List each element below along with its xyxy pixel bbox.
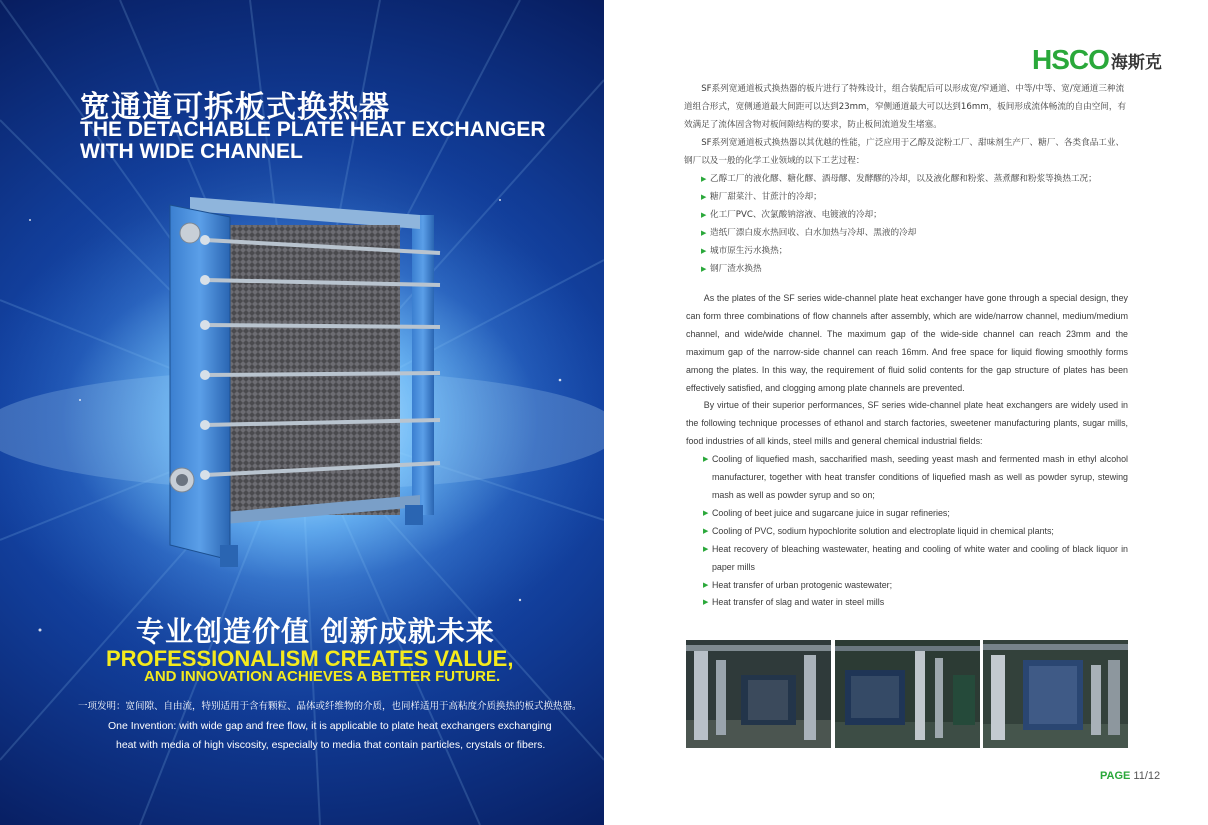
page-label: PAGE — [1100, 770, 1131, 782]
english-bullet: ▶ Cooling of PVC, sodium hypochlorite solution and electroplate liquid in chemical plants; — [686, 523, 1128, 541]
installation-photo-3 — [983, 640, 1128, 748]
english-bullet: ▶ Cooling of liquefied mash, saccharified mash, seeding yeast mash and fermented mash in ethyl alcohol manufacturer, together with heat transfer conditions of liquefied mash as well as powder syrup, stewing mash as well as powder syrup and so on; — [686, 451, 1128, 505]
chinese-bullet: ▶ 造纸厂漂白废水热回收、白水加热与冷却、黑液的冷却 — [684, 224, 1132, 242]
invention-english-line1: One Invention: with wide gap and free flow, it is applicable to plate heat exchangers exchanging — [108, 720, 552, 732]
english-description — [686, 290, 1128, 612]
installation-photo-1 — [686, 640, 831, 748]
slogan-chinese: 专业创造价值 创新成就未来 — [136, 615, 495, 648]
bullet-triangle-icon: ▶ — [703, 527, 709, 535]
chinese-bullet: ▶ 化工厂PVC、次氯酸钠溶液、电镀液的冷却； — [684, 206, 1132, 224]
english-paragraph-1: As the plates of the SF series wide-channel plate heat exchanger have gone through a special design, they can form three combinations of flow channels after assembly, which are wide/narrow channel, medium/medium channel, and wide/wide channel. The maximum gap of the wide-side channel can reach 23mm and the maximum gap of the narrow-side channel can reach 16mm. And free space for liquid flowing smoothly forms among the plates. In this way, the requirement of fluid solid contents for the gap structure of plates has been effectively satisfied, and clogging among plate channels are prevented. — [686, 293, 1128, 393]
title-chinese: 宽通道可拆板式换热器 — [80, 90, 390, 125]
bullet-triangle-icon: ▶ — [703, 545, 709, 553]
bullet-triangle-icon: ▶ — [701, 211, 707, 219]
installation-photo-2 — [835, 640, 980, 748]
chinese-description — [684, 80, 1132, 278]
bullet-triangle-icon: ▶ — [703, 456, 709, 464]
english-bullet: ▶ Cooling of beet juice and sugarcane juice in sugar refineries; — [686, 505, 1128, 523]
bullet-triangle-icon: ▶ — [703, 599, 709, 607]
bullet-triangle-icon: ▶ — [701, 229, 707, 237]
plate-heat-exchanger-image — [150, 175, 450, 575]
slogan-english-line2: AND INNOVATION ACHIEVES A BETTER FUTURE. — [144, 668, 501, 685]
chinese-bullet: ▶ 糖厂甜菜汁、甘蔗汁的冷却； — [684, 188, 1132, 206]
hsco-logo — [1032, 44, 1162, 76]
chinese-paragraph-2: SF系列宽通道板式换热器以其优越的性能，广泛应用于乙醇及淀粉工厂、甜味剂生产厂、糖厂、各类食品工业、钢厂以及一般的化学工业领域的以下工艺过程： — [684, 138, 1125, 166]
chinese-bullet: ▶ 钢厂渣水换热 — [684, 260, 1132, 278]
bullet-triangle-icon: ▶ — [703, 509, 709, 517]
chinese-bullet: ▶ 乙醇工厂的液化醪、糖化醪、酒母醪、发酵醪的冷却，以及液化醪和粉浆、蒸煮醪和粉浆等换热工况； — [684, 170, 1132, 188]
logo-mark: HSCO — [1032, 44, 1109, 75]
english-paragraph-2: By virtue of their superior performances, SF series wide-channel plate heat exchangers are widely used in the following technique processes of ethanol and starch factories, sweetener manufacturing plants, sugar mills, food industries of all kinds, steel mills and general chemical industrial fields: — [686, 400, 1128, 447]
right-page — [604, 0, 1208, 825]
chinese-bullet: ▶ 城市原生污水换热； — [684, 242, 1132, 260]
page-count: 11/12 — [1133, 770, 1161, 782]
logo-chinese-name: 海斯克 — [1110, 52, 1162, 73]
bullet-triangle-icon: ▶ — [701, 247, 707, 255]
english-bullet: ▶ Heat transfer of urban protogenic wastewater; — [686, 577, 1128, 595]
bullet-triangle-icon: ▶ — [701, 265, 707, 273]
invention-chinese: 一项发明：宽间隙、自由流，特别适用于含有颗粒、晶体或纤维物的介质，也同样适用于高粘度介质换热的板式换热器。 — [78, 701, 582, 712]
bullet-triangle-icon: ▶ — [701, 193, 707, 201]
slogan-english-line1: PROFESSIONALISM CREATES VALUE, — [106, 646, 514, 671]
chinese-paragraph-1: SF系列宽通道板式换热器的板片进行了特殊设计，组合装配后可以形成宽/窄通道、中等/中等、宽/宽通道三种流道组合形式，宽侧通道最大间距可以达到23mm，窄侧通道最大可以达到16mm，板间形成流体畅流的自由空间，有效满足了流体固含物对板间隙结构的要求，防止板间流道发生堵塞。 — [684, 84, 1127, 130]
page-number — [1100, 770, 1160, 782]
title-english-line2: WITH WIDE CHANNEL — [80, 140, 303, 163]
english-bullet: ▶ Heat transfer of slag and water in steel mills — [686, 594, 1128, 612]
installation-photos — [686, 640, 1128, 748]
invention-english-line2: heat with media of high viscosity, especially to media that contain particles, crystals or fibers. — [116, 739, 546, 751]
bullet-triangle-icon: ▶ — [701, 175, 707, 183]
bullet-triangle-icon: ▶ — [703, 581, 709, 589]
title-english-line1: THE DETACHABLE PLATE HEAT EXCHANGER — [80, 118, 546, 141]
english-bullet: ▶ Heat recovery of bleaching wastewater, heating and cooling of white water and cooling of black liquor in paper mills — [686, 541, 1128, 577]
